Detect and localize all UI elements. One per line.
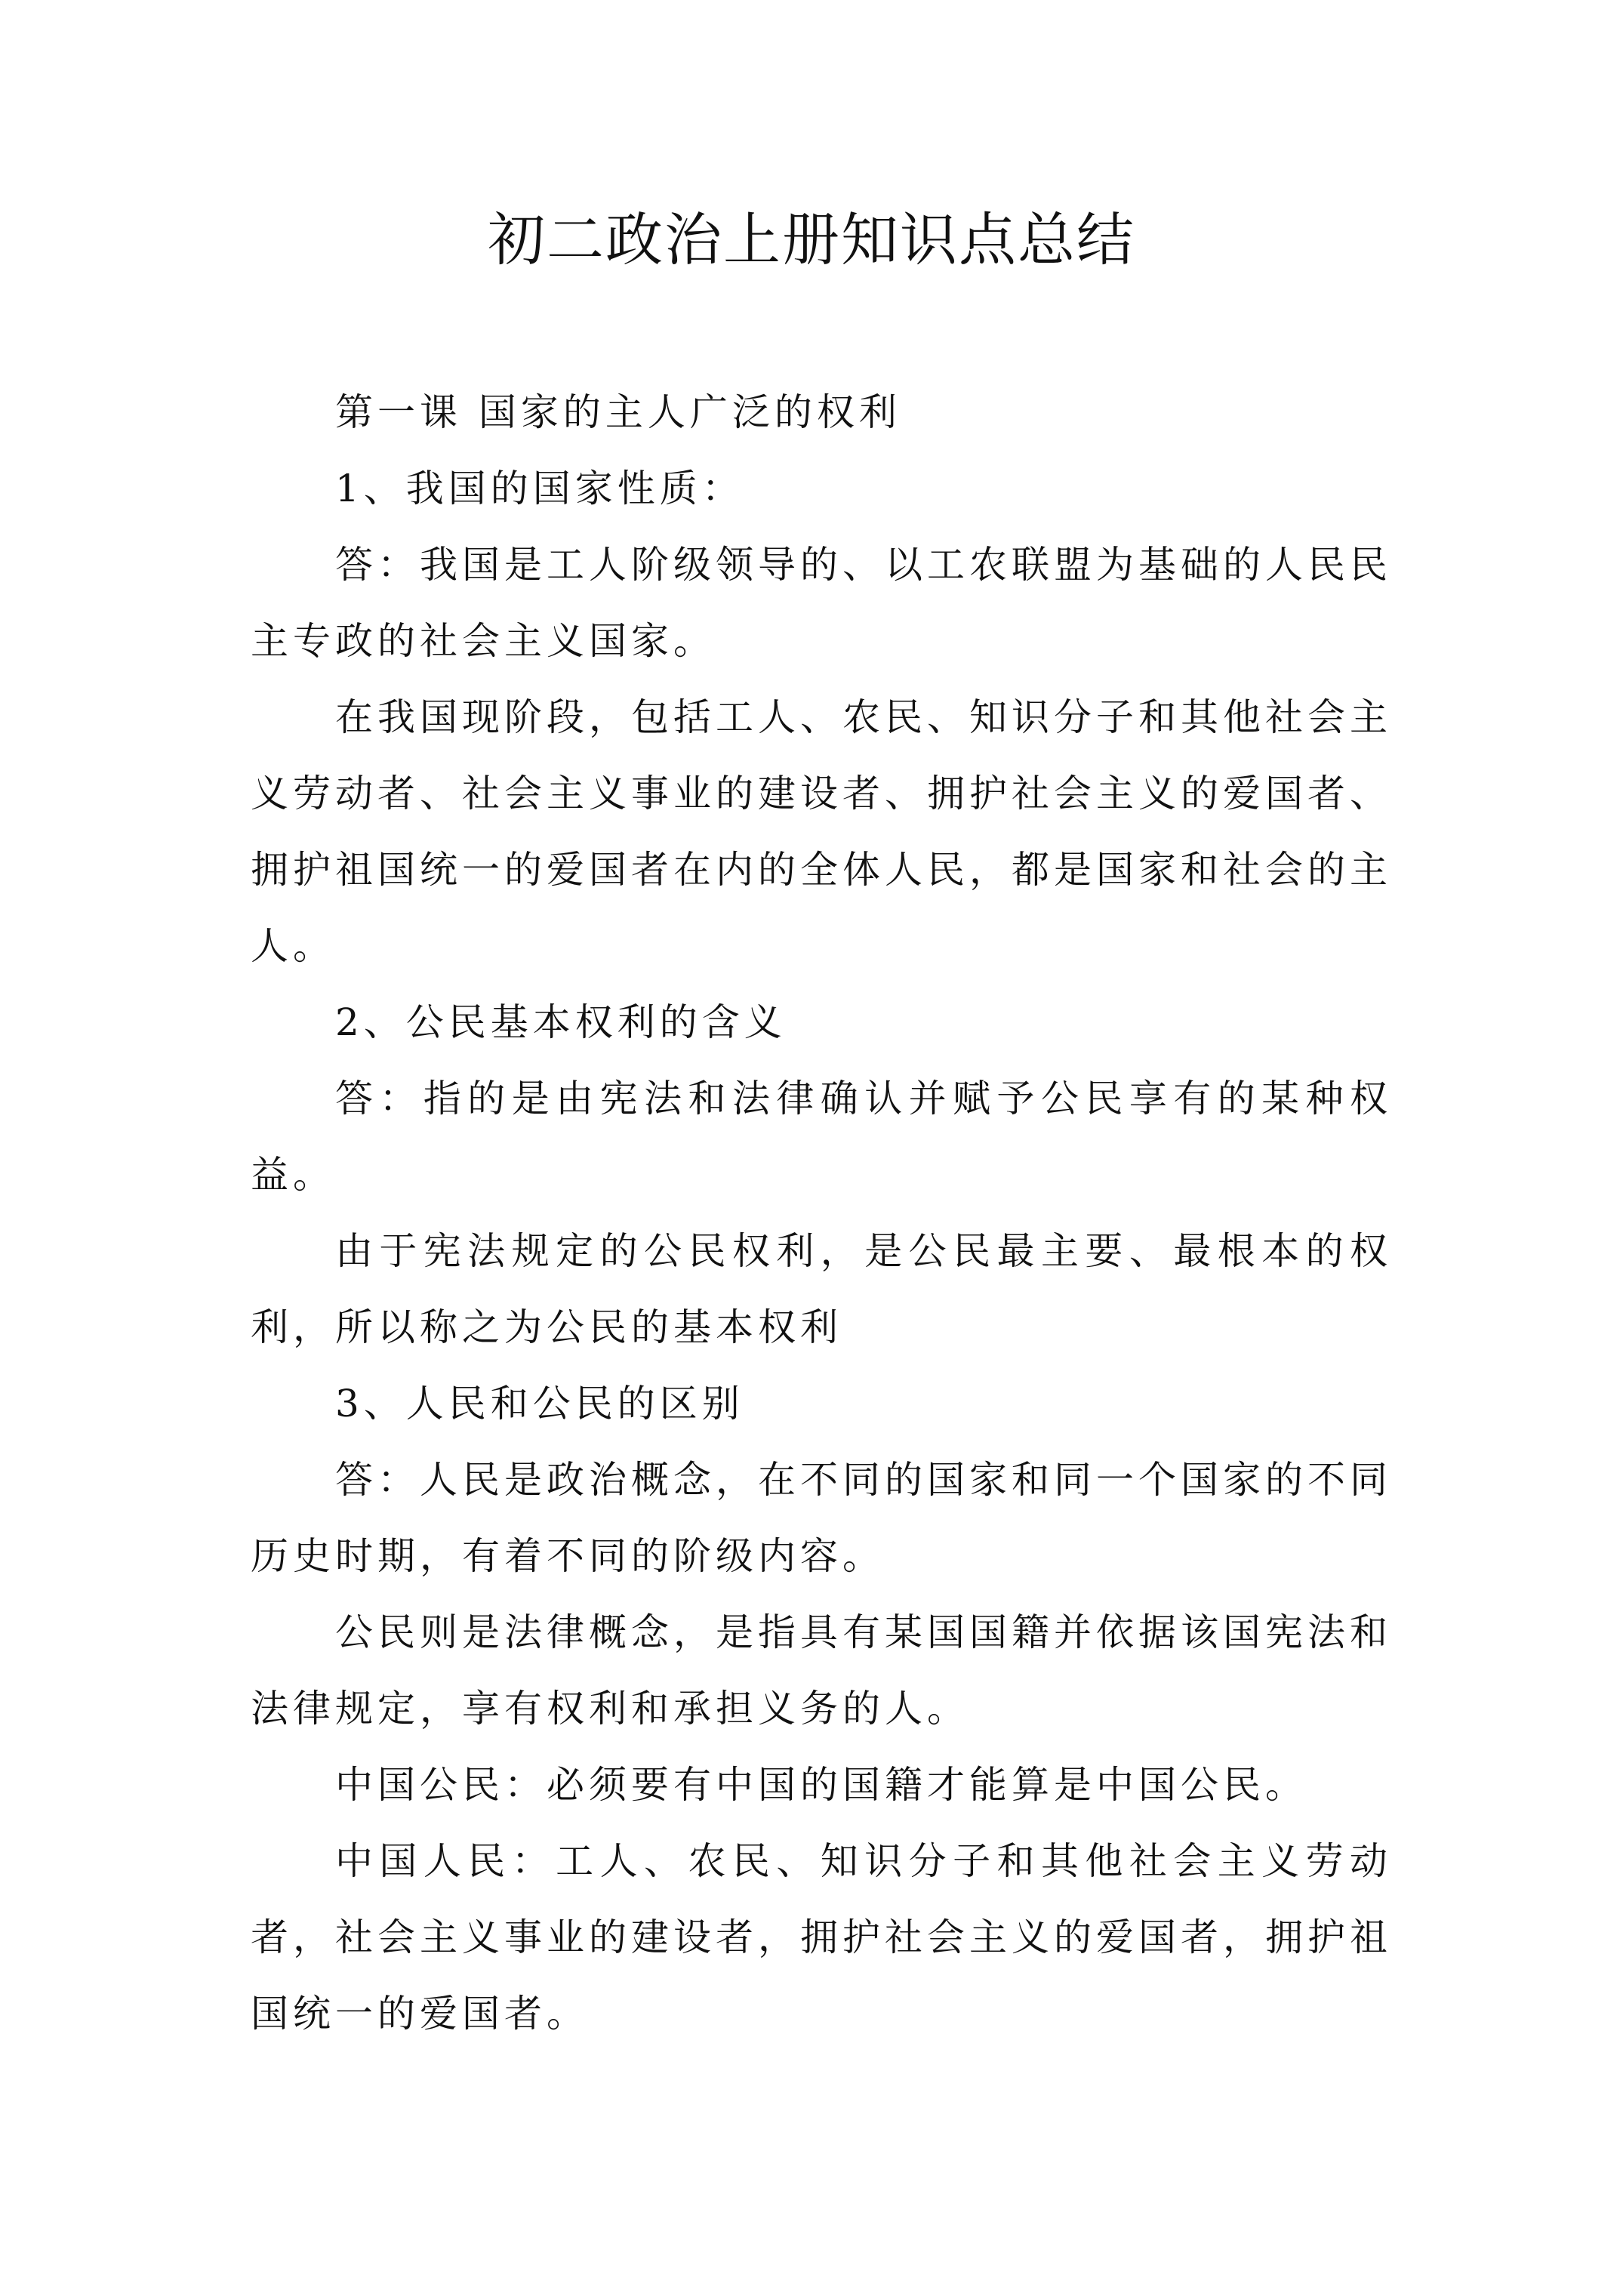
body-paragraph: 中国人民：工人、农民、知识分子和其他社会主义劳动者，社会主义事业的建设者，拥护社会主义的爱国者，拥护祖国统一的爱国者。 [251, 1839, 1392, 2036]
answer-paragraph: 答：指的是由宪法和法律确认并赋予公民享有的某种权益。 [251, 1077, 1392, 1197]
lesson-heading: 第一课 国家的主人广泛的权利 [335, 390, 901, 434]
body-paragraph: 中国公民：必须要有中国的国籍才能算是中国公民。 [335, 1763, 1307, 1807]
answer-paragraph: 答：人民是政治概念，在不同的国家和同一个国家的不同历史时期，有着不同的阶级内容。 [251, 1458, 1392, 1578]
question-heading: 2、公民基本权利的含义 [335, 1000, 787, 1044]
body-paragraph: 在我国现阶段，包括工人、农民、知识分子和其他社会主义劳动者、社会主义事业的建设者、拥护社会主义的爱国者、拥护祖国统一的爱国者在内的全体人民，都是国家和社会的主人。 [251, 695, 1392, 968]
document-body [251, 374, 1392, 2052]
document-title: 初二政治上册知识点总结 [488, 206, 1135, 273]
question-heading: 3、人民和公民的区别 [335, 1382, 744, 1425]
question-heading: 1、我国的国家性质： [335, 467, 744, 510]
answer-paragraph: 答：我国是工人阶级领导的、以工农联盟为基础的人民民主专政的社会主义国家。 [251, 543, 1392, 663]
body-paragraph: 由于宪法规定的公民权利，是公民最主要、最根本的权利，所以称之为公民的基本权利 [251, 1229, 1392, 1349]
body-paragraph: 公民则是法律概念，是指具有某国国籍并依据该国宪法和法律规定，享有权利和承担义务的人。 [251, 1610, 1392, 1730]
